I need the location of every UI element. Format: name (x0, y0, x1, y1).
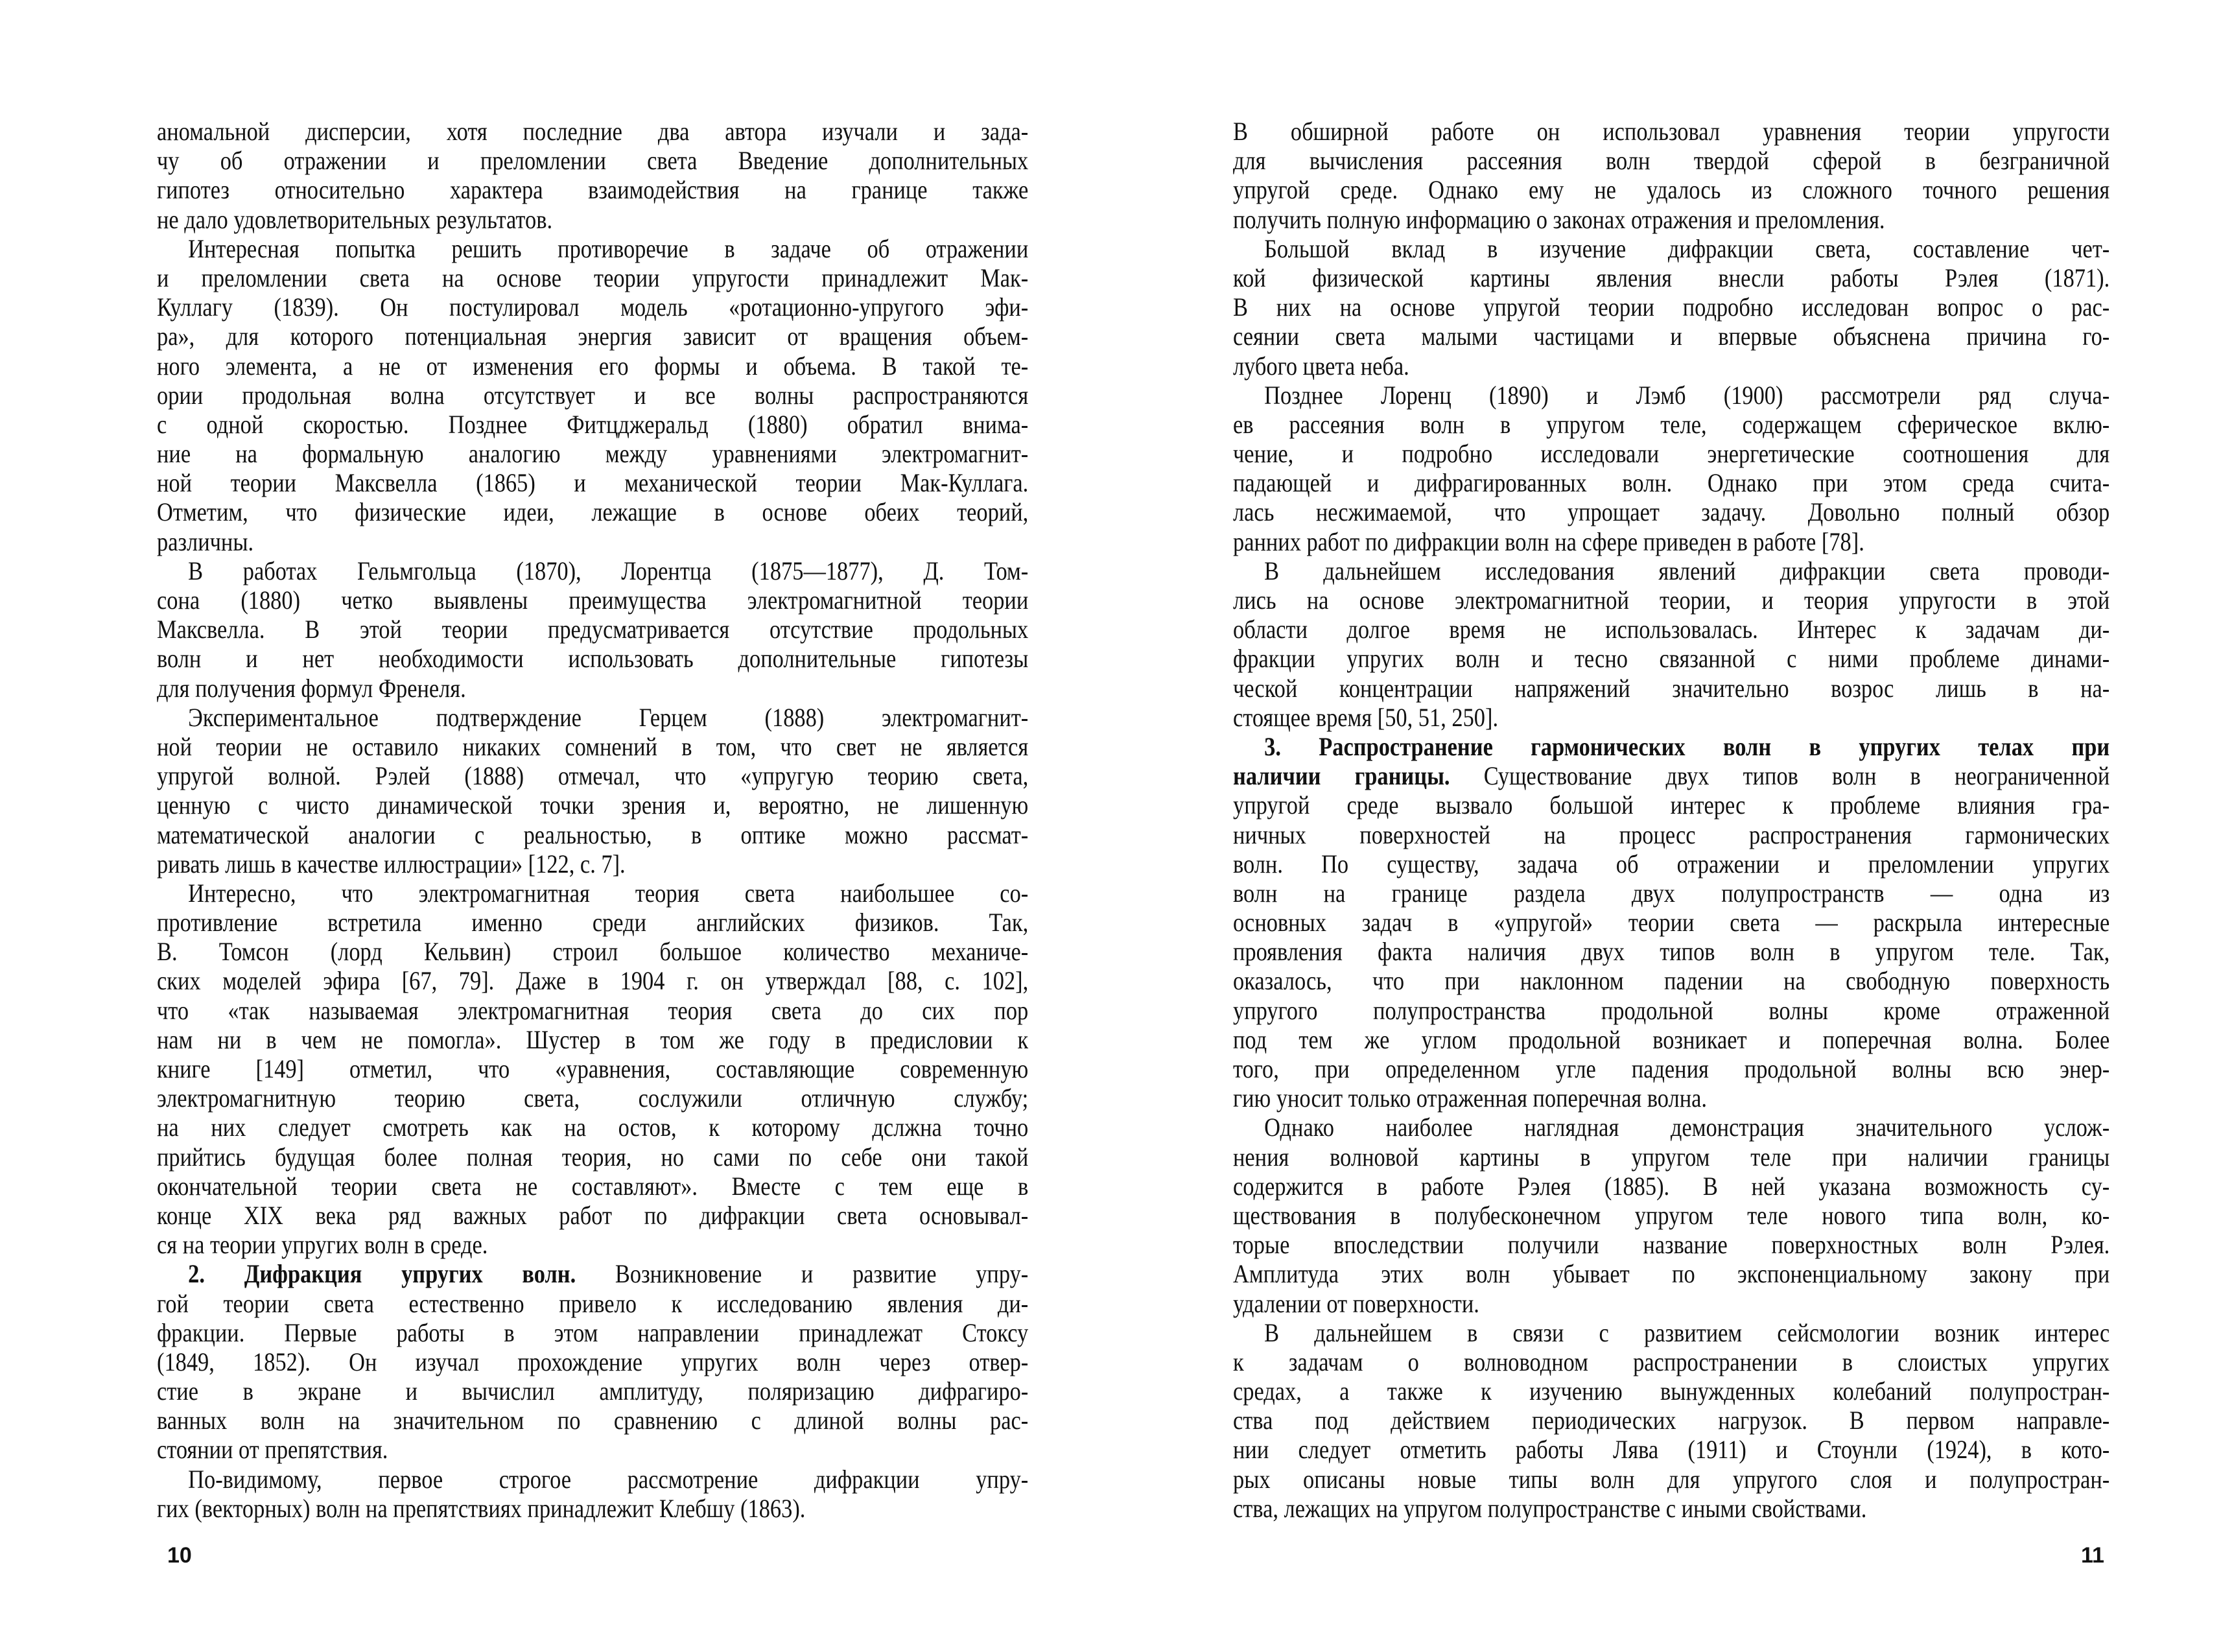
line-text: того, при определенном угле падения продольной волны всю энер- (1233, 1054, 2110, 1083)
paragraph (157, 879, 1028, 1259)
text-line (157, 849, 1028, 879)
line-text: В. Томсон (лорд Кельвин) строил большое количество механиче- (157, 937, 1029, 967)
text-line (1233, 1376, 2109, 1406)
text-line (1233, 585, 2109, 615)
line-text: стие в экране и вычислил амплитуду, поляризацию дифрагиро- (157, 1376, 1029, 1406)
line-text: сона (1880) четко выявлены преимущества электромагнитной теории (157, 585, 1029, 615)
line-text: конце XIX века ряд важных работ по дифракции света основывал- (157, 1200, 1029, 1230)
text-line (1233, 468, 2109, 497)
text-line (1233, 908, 2109, 937)
text-line (1233, 1025, 2109, 1054)
text-line (157, 497, 1028, 526)
line-text: на них следует смотреть как на остов, к которому дслжна точно (157, 1113, 1029, 1142)
text-line (157, 205, 1028, 234)
text-line (1233, 1347, 2109, 1376)
text-line (157, 1113, 1028, 1142)
text-line (157, 585, 1028, 615)
line-text: удалении от поверхности. (1233, 1288, 1479, 1318)
text-line (1233, 205, 2109, 234)
line-text: ческой концентрации напряжений значительно возрос лишь в на- (1233, 673, 2110, 703)
line-text: окончательной теории света не составляют». Вместе с тем еще в (157, 1171, 1029, 1201)
line-text: В дальнейшем в связи с развитием сейсмологии возник интерес (1264, 1317, 2110, 1347)
text-line (1233, 556, 2109, 585)
text-line (157, 351, 1028, 381)
line-text: ного элемента, а не от изменения его формы и объема. В такой те- (157, 351, 1029, 381)
line-text: проявления факта наличия двух типов волн в упругом теле. Так, (1233, 937, 2110, 967)
text-line (1233, 1083, 2109, 1113)
text-line (157, 790, 1028, 820)
text-line (157, 117, 1028, 146)
text-line (157, 820, 1028, 849)
text-line (1233, 732, 2109, 761)
section-heading: 3. Распространение гармонических волн в упругих телах при (1264, 731, 2110, 761)
line-text: не дало удовлетворительных результатов. (157, 204, 553, 234)
text-line (1233, 761, 2109, 790)
text-line (157, 966, 1028, 995)
line-text: чение, и подробно исследовали энергетические соотношения для (1233, 439, 2110, 469)
paragraph (1233, 381, 2109, 556)
line-text: Существование двух типов волн в неограниченной (1450, 761, 2110, 791)
text-line (1233, 439, 2109, 468)
line-text: к задачам о волноводном распространении в слоистых упругих (1233, 1347, 2110, 1376)
text-line (157, 1259, 1028, 1288)
text-line (157, 1406, 1028, 1435)
line-text: чу об отражении и преломлении света Введение дополнительных (157, 146, 1029, 176)
text-line (157, 937, 1028, 966)
line-text: ории продольная волна отсутствует и все волны распространяются (157, 380, 1029, 410)
text-line (1233, 351, 2109, 381)
line-text: Куллагу (1839). Он постулировал модель «ротационно-упругого эфи- (157, 292, 1029, 322)
text-line (1233, 381, 2109, 410)
line-text: гой теории света естественно привело к исследованию явления ди- (157, 1288, 1029, 1318)
line-text: Позднее Лоренц (1890) и Лэмб (1900) рассмотрели ряд случа- (1264, 380, 2110, 410)
paragraph (1233, 1318, 2109, 1523)
text-line (157, 1054, 1028, 1083)
text-line (157, 263, 1028, 292)
text-line (1233, 1465, 2109, 1494)
line-text: области долгое время не использовалась. Интерес к задачам ди- (1233, 615, 2110, 644)
text-line (1233, 966, 2109, 995)
line-text: ев рассеяния волн в упругом теле, содержащем сферическое вклю- (1233, 409, 2110, 439)
text-line (1233, 1172, 2109, 1201)
line-text: ной теории не оставило никаких сомнений в том, что свет не является (157, 731, 1029, 761)
line-text: гипотез относительно характера взаимодействия на границе также (157, 175, 1029, 205)
text-line (1233, 615, 2109, 644)
text-line (157, 1318, 1028, 1347)
text-line (1233, 410, 2109, 439)
text-line (1233, 175, 2109, 204)
left-page-text (157, 117, 1028, 1523)
text-line (1233, 820, 2109, 849)
text-line (1233, 1201, 2109, 1230)
text-line (157, 1465, 1028, 1494)
page-number-left: 10 (167, 1543, 192, 1568)
text-line (157, 439, 1028, 468)
line-text: волн на границе раздела двух полупространств — одна из (1233, 878, 2110, 908)
line-text: получить полную информацию о законах отражения и преломления. (1233, 204, 1885, 234)
line-text: Максвелла. В этой теории предусматривается отсутствие продольных (157, 615, 1029, 644)
line-text: лись на основе электромагнитной теории, и теория упругости в этой (1233, 585, 2110, 615)
line-text: ществования в полубесконечном упругом теле нового типа волн, ко- (1233, 1200, 2110, 1230)
text-line (157, 527, 1028, 556)
line-text: средах, а также к изучению вынужденных колебаний полупростран- (1233, 1376, 2110, 1406)
line-text: (1849, 1852). Он изучал прохождение упругих волн через отвер- (157, 1347, 1029, 1376)
text-line (1233, 146, 2109, 175)
text-line (1233, 234, 2109, 263)
line-text: ства, лежащих на упругом полупространстве с иными свойствами. (1233, 1493, 1867, 1523)
text-line (1233, 117, 2109, 146)
text-line (157, 644, 1028, 673)
text-line (157, 1201, 1028, 1230)
text-line (1233, 1259, 2109, 1288)
text-line (1233, 322, 2109, 351)
line-text: сеянии света малыми частицами и впервые объяснена причина го- (1233, 322, 2110, 351)
line-text: стоящее время [50, 51, 250]. (1233, 702, 1499, 732)
text-line (1233, 644, 2109, 673)
text-line (157, 761, 1028, 790)
text-line (1233, 1230, 2109, 1259)
paragraph (157, 117, 1028, 234)
section-heading: наличии границы. (1233, 761, 1450, 791)
paragraph (157, 703, 1028, 879)
text-line (157, 1172, 1028, 1201)
text-line (157, 556, 1028, 585)
text-line (157, 468, 1028, 497)
text-line (157, 1025, 1028, 1054)
text-line (1233, 1435, 2109, 1464)
paragraph (157, 1259, 1028, 1464)
text-line (1233, 790, 2109, 820)
text-line (157, 1347, 1028, 1376)
text-line (157, 1142, 1028, 1172)
paragraph (157, 1465, 1028, 1523)
line-text: нам ни в чем не помогла». Шустер в том же году в предисловии к (157, 1024, 1029, 1054)
text-line (1233, 996, 2109, 1025)
text-line (1233, 527, 2109, 556)
text-line (157, 908, 1028, 937)
text-line (1233, 849, 2109, 879)
line-text: Однако наиболее наглядная демонстрация значительного услож- (1264, 1113, 2110, 1142)
line-text: В обширной работе он использовал уравнения теории упругости (1233, 117, 2110, 146)
line-text: электромагнитную теорию света, сослужили отличную службу; (157, 1083, 1029, 1113)
text-line (157, 381, 1028, 410)
line-text: прийтись будущая более полная теория, но сами по себе они такой (157, 1142, 1029, 1172)
line-text: аномальной дисперсии, хотя последние два автора изучали и зада- (157, 117, 1029, 146)
line-text: ра», для которого потенциальная энергия зависит от вращения объем- (157, 322, 1029, 351)
text-line (157, 234, 1028, 263)
line-text: противление встретила именно среди английских физиков. Так, (157, 908, 1029, 938)
text-line (1233, 674, 2109, 703)
paragraph (1233, 732, 2109, 1113)
text-line (1233, 879, 2109, 908)
text-line (1233, 1406, 2109, 1435)
text-line (157, 146, 1028, 175)
text-line (1233, 263, 2109, 292)
line-text: книге [149] отметил, что «уравнения, составляющие современную (157, 1054, 1029, 1083)
text-line (157, 1494, 1028, 1523)
text-line (157, 1376, 1028, 1406)
line-text: для получения формул Френеля. (157, 673, 466, 703)
line-text: упругой среде вызвало большой интерес к проблеме влияния гра- (1233, 790, 2110, 820)
text-line (157, 1435, 1028, 1464)
line-text: различны. (157, 526, 254, 556)
paragraph (1233, 117, 2109, 234)
text-line (1233, 1054, 2109, 1083)
line-text: ной теории Максвелла (1865) и механической теории Мак-Куллага. (157, 468, 1029, 498)
text-line (1233, 1318, 2109, 1347)
text-line (157, 1083, 1028, 1113)
line-text: ние на формальную аналогию между уравнениями электромагнит- (157, 439, 1029, 469)
line-text: с одной скоростью. Позднее Фитцджеральд (1880) обратил внима- (157, 409, 1029, 439)
line-text: В дальнейшем исследования явлений дифракции света проводи- (1264, 556, 2110, 585)
line-text: Экспериментальное подтверждение Герцем (1888) электромагнит- (188, 702, 1029, 732)
line-text: ценную с чисто динамической точки зрения и, вероятно, не лишенную (157, 790, 1029, 820)
line-text: нии следует отметить работы Лява (1911) и Стоунли (1924), в кото- (1233, 1435, 2110, 1465)
line-text: математической аналогии с реальностью, в оптике можно рассмат- (157, 820, 1029, 849)
text-line (157, 175, 1028, 204)
paragraph (1233, 556, 2109, 732)
line-text: Интересно, что электромагнитная теория света наибольшее со- (188, 878, 1029, 908)
text-line (1233, 937, 2109, 966)
line-text: и преломлении света на основе теории упругости принадлежит Мак- (157, 263, 1029, 292)
line-text: В них на основе упругой теории подробно исследован вопрос о рас- (1233, 292, 2110, 322)
line-text: кой физической картины явления внесли работы Рэлея (1871). (1233, 263, 2110, 292)
line-text: ства под действием периодических нагрузок. В первом направле- (1233, 1406, 2110, 1435)
line-text: упругой среде. Однако ему не удалось из сложного точного решения (1233, 175, 2110, 205)
line-text: Отметим, что физические идеи, лежащие в основе обеих теорий, (157, 497, 1029, 527)
text-line (1233, 497, 2109, 526)
line-text: содержится в работе Рэлея (1885). В ней указана возможность су- (1233, 1171, 2110, 1201)
text-line (1233, 1494, 2109, 1523)
line-text: нения волновой картины в упругом теле при наличии границы (1233, 1142, 2110, 1172)
line-text: гию уносит только отраженная поперечная волна. (1233, 1083, 1707, 1113)
line-text: В работах Гельмгольца (1870), Лорентца (1875—1877), Д. Том- (188, 556, 1029, 585)
line-text: ранних работ по дифракции волн на сфере приведен в работе [78]. (1233, 526, 1864, 556)
line-text: Возникновение и развитие упру- (576, 1259, 1029, 1289)
line-text: волн и нет необходимости использовать дополнительные гипотезы (157, 644, 1029, 674)
line-text: лубого цвета неба. (1233, 351, 1409, 381)
line-text: торые впоследствии получили название поверхностных волн Рэлея. (1233, 1230, 2110, 1260)
line-text: рых описаны новые типы волн для упругого слоя и полупростран- (1233, 1464, 2110, 1494)
line-text: фракции упругих волн и тесно связанной с ними проблеме динами- (1233, 644, 2110, 674)
line-text: падающей и дифрагированных волн. Однако при этом среда счита- (1233, 468, 2110, 498)
line-text: упругого полупространства продольной волны кроме отраженной (1233, 995, 2110, 1025)
section-heading: 2. Дифракция упругих волн. (188, 1259, 576, 1289)
text-line (157, 292, 1028, 322)
right-page-text (1233, 117, 2109, 1523)
line-text: Интересная попытка решить противоречие в задаче об отражении (188, 233, 1029, 263)
text-line (157, 1289, 1028, 1318)
line-text: основных задач в «упругой» теории света — раскрыла интересные (1233, 908, 2110, 938)
text-line (157, 732, 1028, 761)
text-line (1233, 1289, 2109, 1318)
text-line (157, 322, 1028, 351)
line-text: гих (векторных) волн на препятствиях принадлежит Клебшу (1863). (157, 1493, 806, 1523)
line-text: ривать лишь в качестве иллюстрации» [122, с. 7]. (157, 849, 626, 879)
text-line (1233, 703, 2109, 732)
line-text: стоянии от препятствия. (157, 1435, 388, 1465)
line-text: оказалось, что при наклонном падении на свободную поверхность (1233, 966, 2110, 996)
line-text: фракции. Первые работы в этом направлении принадлежат Стоксу (157, 1317, 1029, 1347)
line-text: волн. По существу, задача об отражении и преломлении упругих (1233, 849, 2110, 879)
paragraph (1233, 234, 2109, 381)
text-line (1233, 1113, 2109, 1142)
line-text: По-видимому, первое строгое рассмотрение дифракции упру- (188, 1464, 1029, 1494)
paragraph (157, 556, 1028, 703)
line-text: для вычисления рассеяния волн твердой сферой в безграничной (1233, 146, 2110, 176)
line-text: Большой вклад в изучение дифракции света, составление чет- (1264, 233, 2110, 263)
text-line (1233, 292, 2109, 322)
paragraph (157, 234, 1028, 556)
text-line (157, 615, 1028, 644)
text-line (157, 410, 1028, 439)
line-text: что «так называемая электромагнитная теория света до сих пор (157, 995, 1029, 1025)
line-text: ских моделей эфира [67, 79]. Даже в 1904 г. он утверждал [88, с. 102], (157, 966, 1029, 996)
page-number-right: 11 (2081, 1543, 2104, 1568)
line-text: под тем же углом продольной возникает и поперечная волна. Более (1233, 1024, 2110, 1054)
text-line (157, 1230, 1028, 1259)
text-line (157, 674, 1028, 703)
text-line (1233, 1142, 2109, 1172)
line-text: ничных поверхностей на процесс распространения гармонических (1233, 820, 2110, 849)
line-text: Амплитуда этих волн убывает по экспоненциальному закону при (1233, 1259, 2110, 1289)
text-line (157, 703, 1028, 732)
line-text: лась несжимаемой, что упрощает задачу. Довольно полный обзор (1233, 497, 2110, 527)
line-text: упругой волной. Рэлей (1888) отмечал, что «упругую теорию света, (157, 761, 1029, 791)
text-line (157, 996, 1028, 1025)
line-text: ванных волн на значительном по сравнению с длиной волны рас- (157, 1406, 1029, 1435)
paragraph (1233, 1113, 2109, 1317)
text-line (157, 879, 1028, 908)
line-text: ся на теории упругих волн в среде. (157, 1230, 488, 1260)
